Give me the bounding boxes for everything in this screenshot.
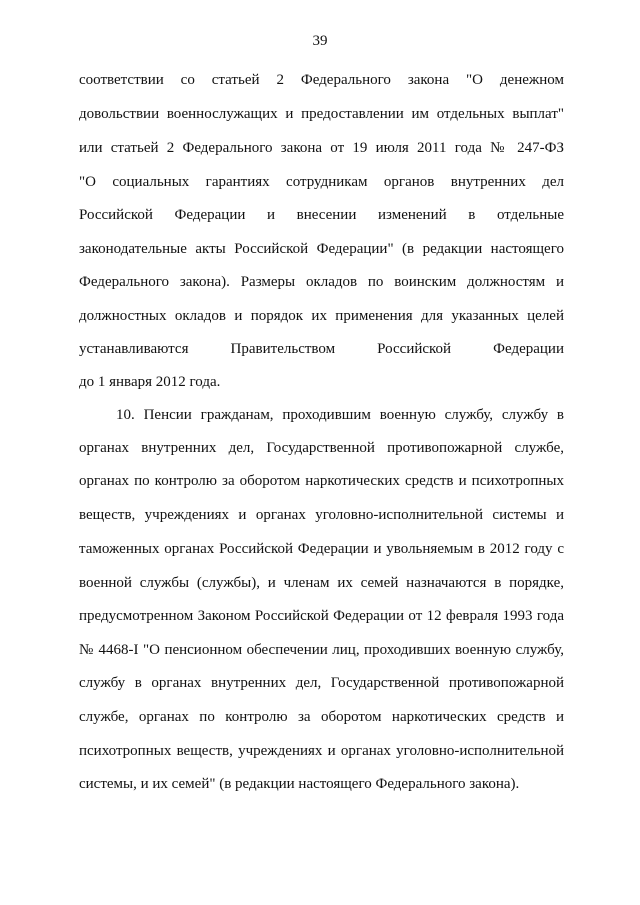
text-line: Российской Федерации и внесении изменений в отдельные [79,207,564,223]
text-line: веществ, учреждениях и органах уголовно-исполнительной системы и [79,507,564,523]
text-line: "О социальных гарантиях сотрудникам органов внутренних дел [79,174,564,190]
page-number: 39 [312,33,328,49]
text-line: службу в органах внутренних дел, Государственной противопожарной [79,675,564,691]
text-line: до 1 января 2012 года. [79,374,221,390]
text-line: психотропных веществ, учреждениях и органах уголовно-исполнительной [79,743,564,759]
text-line: таможенных органах Российской Федерации и увольняемым в 2012 году с [79,541,564,557]
text-line: довольствии военнослужащих и предоставлении им отдельных выплат" [79,106,564,122]
text-line: № 4468-I "О пенсионном обеспечении лиц, проходивших военную службу, [79,642,564,658]
text-line: устанавливаются Правительством Российской Федерации [79,341,564,357]
text-line: Федерального закона). Размеры окладов по воинским должностям и [79,274,564,290]
text-line: органах внутренних дел, Государственной противопожарной службе, [79,440,564,456]
text-line: органах по контролю за оборотом наркотических средств и психотропных [79,473,564,489]
text-line: должностных окладов и порядок их применения для указанных целей [79,308,564,324]
text-line: предусмотренном Законом Российской Федерации от 12 февраля 1993 года [79,608,564,624]
text-line: законодательные акты Российской Федерации" (в редакции настоящего [79,241,564,257]
text-line: или статьей 2 Федерального закона от 19 июля 2011 года № 247-ФЗ [79,140,564,156]
text-line: соответствии со статьей 2 Федерального закона "О денежном [79,72,564,88]
text-line: военной службы (службы), и членам их семей назначаются в порядке, [79,575,564,591]
text-line: 10. Пенсии гражданам, проходившим военную службу, службу в [116,407,564,423]
text-line: системы, и их семей" (в редакции настоящего Федерального закона). [79,776,520,792]
text-line: службе, органах по контролю за оборотом наркотических средств и [79,709,564,725]
